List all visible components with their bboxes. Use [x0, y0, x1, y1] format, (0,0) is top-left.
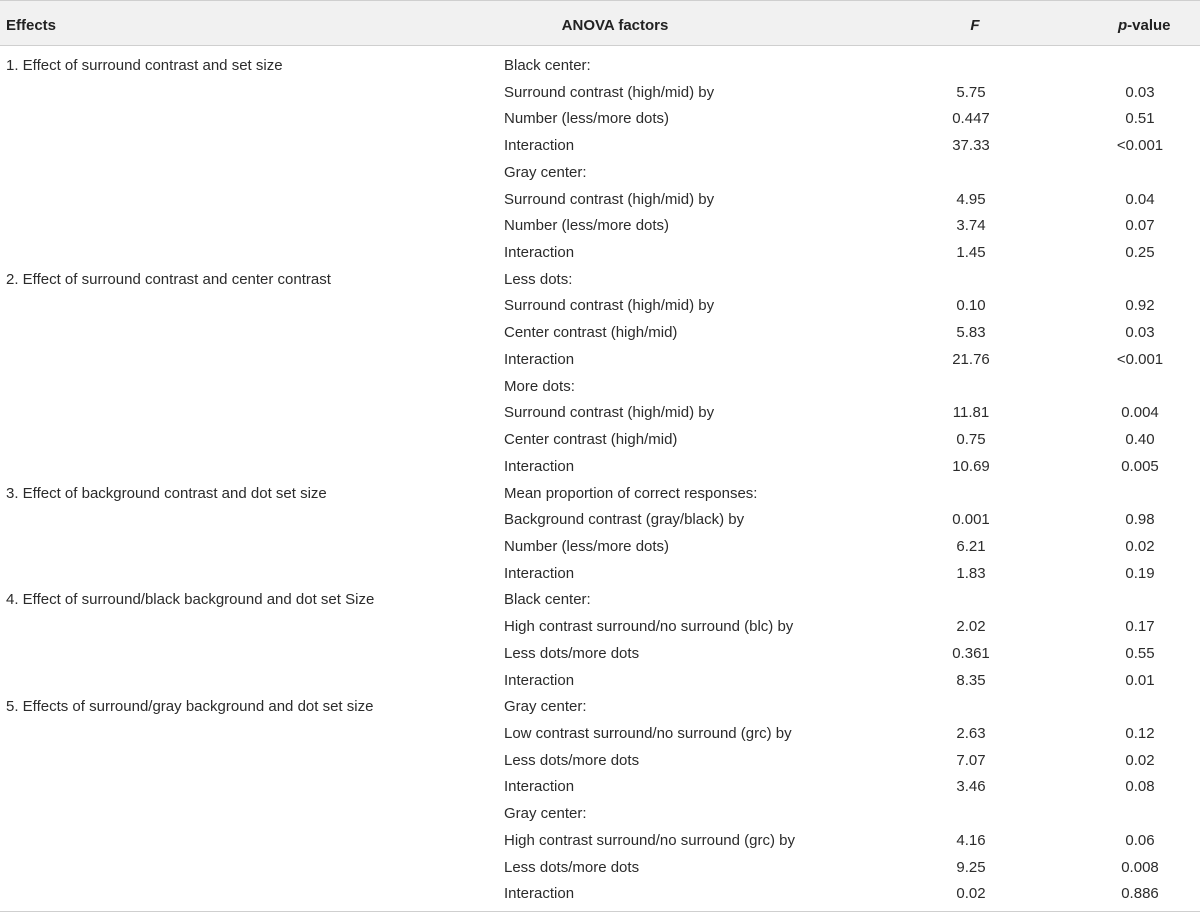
cell-effect: 4. Effect of surround/black background and dot set Size — [6, 591, 375, 609]
table-row — [0, 613, 1200, 640]
cell-anova-factor: More dots: — [504, 377, 575, 395]
header-effects: Effects — [6, 17, 57, 34]
cell-p-value: 0.40 — [1125, 431, 1155, 449]
table-row — [0, 586, 1200, 613]
cell-anova-factor: Interaction — [504, 137, 575, 155]
cell-f-value: 0.75 — [956, 431, 986, 449]
cell-anova-factor: Interaction — [504, 350, 575, 368]
cell-anova-factor: Interaction — [504, 564, 575, 582]
cell-f-value: 8.35 — [956, 671, 986, 689]
header-p-value — [1118, 17, 1198, 35]
bottom-rule — [0, 911, 1200, 912]
table-row — [0, 132, 1200, 159]
table-row — [0, 880, 1200, 907]
table-header — [0, 0, 1200, 46]
table-row — [0, 453, 1200, 480]
table-row — [0, 693, 1200, 720]
cell-p-value: 0.25 — [1125, 244, 1155, 262]
cell-anova-factor: Center contrast (high/mid) — [504, 324, 678, 342]
table-row — [0, 773, 1200, 800]
cell-f-value: 11.81 — [952, 404, 990, 422]
cell-anova-factor: Interaction — [504, 244, 575, 262]
table-row — [0, 159, 1200, 186]
cell-f-value: 3.46 — [956, 778, 986, 796]
cell-p-value: 0.005 — [1121, 457, 1159, 475]
cell-anova-factor: Gray center: — [504, 698, 587, 716]
cell-p-value: 0.12 — [1125, 725, 1155, 742]
table-row — [0, 667, 1200, 694]
cell-p-value: 0.19 — [1125, 564, 1155, 582]
cell-p-value: 0.008 — [1121, 858, 1159, 876]
cell-anova-factor: Black center: — [504, 57, 591, 74]
cell-anova-factor: Black center: — [504, 591, 591, 609]
cell-anova-factor: Surround contrast (high/mid) by — [504, 404, 715, 422]
cell-anova-factor: Surround contrast (high/mid) by — [504, 83, 715, 101]
cell-anova-factor: Gray center: — [504, 805, 587, 823]
cell-f-value: 21.76 — [952, 350, 990, 368]
table-row — [0, 560, 1200, 587]
cell-f-value: 1.83 — [956, 564, 986, 582]
cell-anova-factor: Interaction — [504, 457, 575, 475]
cell-p-value: <0.001 — [1116, 137, 1164, 155]
cell-anova-factor: Mean proportion of correct responses: — [504, 484, 758, 502]
table-row — [0, 212, 1200, 239]
cell-anova-factor: Surround contrast (high/mid) by — [504, 297, 715, 315]
table-row — [0, 319, 1200, 346]
header-anova-factors: ANOVA factors — [561, 17, 669, 34]
table-row — [0, 266, 1200, 293]
cell-f-value: 7.07 — [956, 751, 986, 769]
cell-p-value: 0.51 — [1125, 110, 1155, 128]
cell-anova-factor: High contrast surround/no surround (grc) by — [504, 831, 795, 849]
cell-p-value: 0.55 — [1125, 644, 1155, 662]
table-row — [0, 506, 1200, 533]
cell-f-value: 1.45 — [956, 244, 986, 262]
table-row — [0, 239, 1200, 266]
cell-f-value: 0.447 — [952, 110, 990, 128]
table-row — [0, 640, 1200, 667]
cell-p-value: 0.03 — [1125, 324, 1155, 342]
table-row — [0, 533, 1200, 560]
header-p-italic: p — [1118, 17, 1128, 34]
cell-anova-factor: Interaction — [504, 885, 575, 903]
cell-p-value: 0.886 — [1121, 885, 1159, 903]
cell-anova-factor: Gray center: — [504, 163, 587, 181]
cell-anova-factor: Number (less/more dots) — [504, 537, 670, 555]
table-row — [0, 346, 1200, 373]
cell-p-value: 0.01 — [1125, 671, 1155, 689]
cell-f-value: 2.63 — [956, 725, 986, 742]
cell-anova-factor: Less dots: — [504, 270, 573, 288]
cell-p-value: 0.004 — [1121, 404, 1159, 422]
cell-effect: 1. Effect of surround contrast and set size — [6, 57, 283, 74]
table-row — [0, 399, 1200, 426]
cell-anova-factor: Low contrast surround/no surround (grc) by — [504, 725, 792, 742]
cell-f-value: 2.02 — [956, 618, 986, 636]
cell-f-value: 10.69 — [952, 457, 990, 475]
table-row — [0, 747, 1200, 774]
cell-p-value: <0.001 — [1116, 350, 1164, 368]
cell-p-value: 0.03 — [1125, 83, 1155, 101]
table-row — [0, 52, 1200, 79]
table-row — [0, 720, 1200, 747]
cell-anova-factor: Surround contrast (high/mid) by — [504, 190, 715, 208]
cell-anova-factor: Less dots/more dots — [504, 858, 640, 876]
header-p-rest: -value — [1127, 17, 1171, 34]
cell-anova-factor: Interaction — [504, 671, 575, 689]
table-row — [0, 480, 1200, 507]
cell-f-value: 0.361 — [952, 644, 990, 662]
cell-f-value: 5.75 — [956, 83, 986, 101]
cell-f-value: 0.10 — [956, 297, 986, 315]
cell-anova-factor: High contrast surround/no surround (blc) by — [504, 618, 794, 636]
cell-f-value: 0.001 — [952, 511, 990, 529]
cell-f-value: 5.83 — [956, 324, 986, 342]
cell-anova-factor: Number (less/more dots) — [504, 110, 670, 128]
cell-anova-factor: Background contrast (gray/black) by — [504, 511, 745, 529]
table-row — [0, 105, 1200, 132]
cell-f-value: 0.02 — [956, 885, 986, 903]
cell-p-value: 0.07 — [1125, 217, 1155, 235]
cell-f-value: 6.21 — [956, 537, 986, 555]
cell-p-value: 0.08 — [1125, 778, 1155, 796]
cell-f-value: 9.25 — [956, 858, 986, 876]
cell-effect: 3. Effect of background contrast and dot set size — [6, 484, 327, 502]
cell-f-value: 4.16 — [956, 831, 986, 849]
cell-f-value: 3.74 — [956, 217, 986, 235]
table-row — [0, 854, 1200, 881]
cell-p-value: 0.92 — [1125, 297, 1155, 315]
header-f: F — [970, 17, 980, 34]
table-row — [0, 186, 1200, 213]
cell-f-value: 4.95 — [956, 190, 986, 208]
table-row — [0, 426, 1200, 453]
table-row — [0, 79, 1200, 106]
cell-p-value: 0.06 — [1125, 831, 1155, 849]
cell-effect: 5. Effects of surround/gray background and dot set size — [6, 698, 374, 716]
cell-p-value: 0.02 — [1125, 751, 1155, 769]
cell-p-value: 0.17 — [1125, 618, 1155, 636]
cell-f-value: 37.33 — [952, 137, 990, 155]
cell-anova-factor: Number (less/more dots) — [504, 217, 670, 235]
cell-anova-factor: Less dots/more dots — [504, 644, 640, 662]
cell-anova-factor: Center contrast (high/mid) — [504, 431, 678, 449]
cell-p-value: 0.98 — [1125, 511, 1155, 529]
cell-p-value: 0.02 — [1125, 537, 1155, 555]
table-row — [0, 373, 1200, 400]
cell-anova-factor: Less dots/more dots — [504, 751, 640, 769]
cell-anova-factor: Interaction — [504, 778, 575, 796]
table-row — [0, 800, 1200, 827]
cell-effect: 2. Effect of surround contrast and center contrast — [6, 270, 331, 288]
cell-p-value: 0.04 — [1125, 190, 1155, 208]
table-row — [0, 292, 1200, 319]
table-row — [0, 827, 1200, 854]
